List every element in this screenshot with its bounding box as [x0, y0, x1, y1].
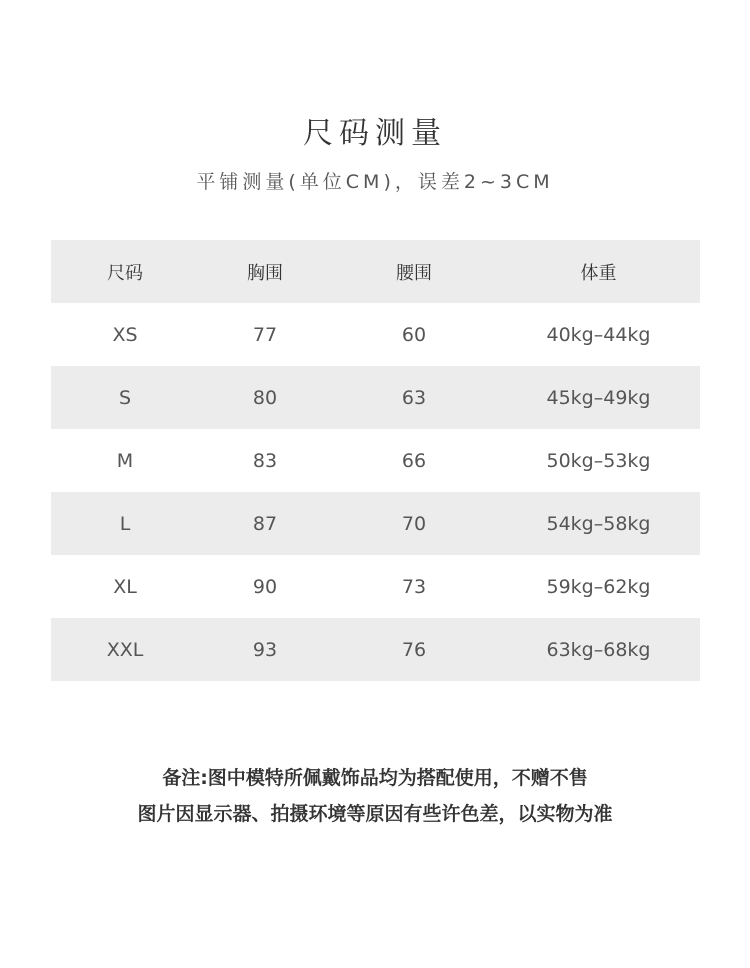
header-weight: 体重	[580, 262, 617, 284]
cell-chest: 77	[252, 323, 278, 346]
header-waist: 腰围	[396, 262, 432, 284]
table-row	[51, 618, 700, 681]
cell-chest: 83	[252, 449, 278, 472]
cell-waist: 76	[401, 638, 427, 661]
cell-weight: 50kg–53kg	[546, 449, 651, 472]
note-line-accessories: 备注:图中模特所佩戴饰品均为搭配使用，不赠不售	[162, 767, 588, 789]
page-title: 尺码测量	[303, 116, 447, 151]
size-table	[51, 240, 700, 681]
page-subtitle: 平铺测量(单位CM)，误差2~3CM	[196, 171, 554, 193]
table-row	[51, 366, 700, 429]
cell-waist: 63	[401, 386, 427, 409]
header-chest: 胸围	[247, 262, 283, 284]
cell-weight: 45kg–49kg	[546, 386, 651, 409]
cell-size: M	[116, 449, 134, 472]
cell-size: S	[118, 386, 132, 409]
cell-waist: 66	[401, 449, 427, 472]
cell-size: XL	[113, 575, 137, 598]
cell-chest: 90	[252, 575, 278, 598]
table-header-row	[51, 240, 700, 303]
cell-weight: 40kg–44kg	[546, 323, 651, 346]
cell-chest: 80	[252, 386, 278, 409]
table-row	[51, 303, 700, 366]
header-size: 尺码	[107, 262, 143, 284]
cell-waist: 70	[401, 512, 427, 535]
table-row	[51, 555, 700, 618]
cell-waist: 73	[401, 575, 427, 598]
cell-size: L	[119, 512, 131, 535]
cell-chest: 87	[252, 512, 278, 535]
table-row	[51, 492, 700, 555]
cell-waist: 60	[401, 323, 427, 346]
cell-size: XS	[112, 323, 138, 346]
cell-size: XXL	[106, 638, 144, 661]
cell-weight: 54kg–58kg	[546, 512, 651, 535]
cell-weight: 59kg–62kg	[546, 575, 651, 598]
notes	[0, 760, 750, 832]
note-line-color-difference: 图片因显示器、拍摄环境等原因有些许色差，以实物为准	[137, 803, 613, 825]
cell-chest: 93	[252, 638, 278, 661]
cell-weight: 63kg–68kg	[546, 638, 651, 661]
table-row	[51, 429, 700, 492]
